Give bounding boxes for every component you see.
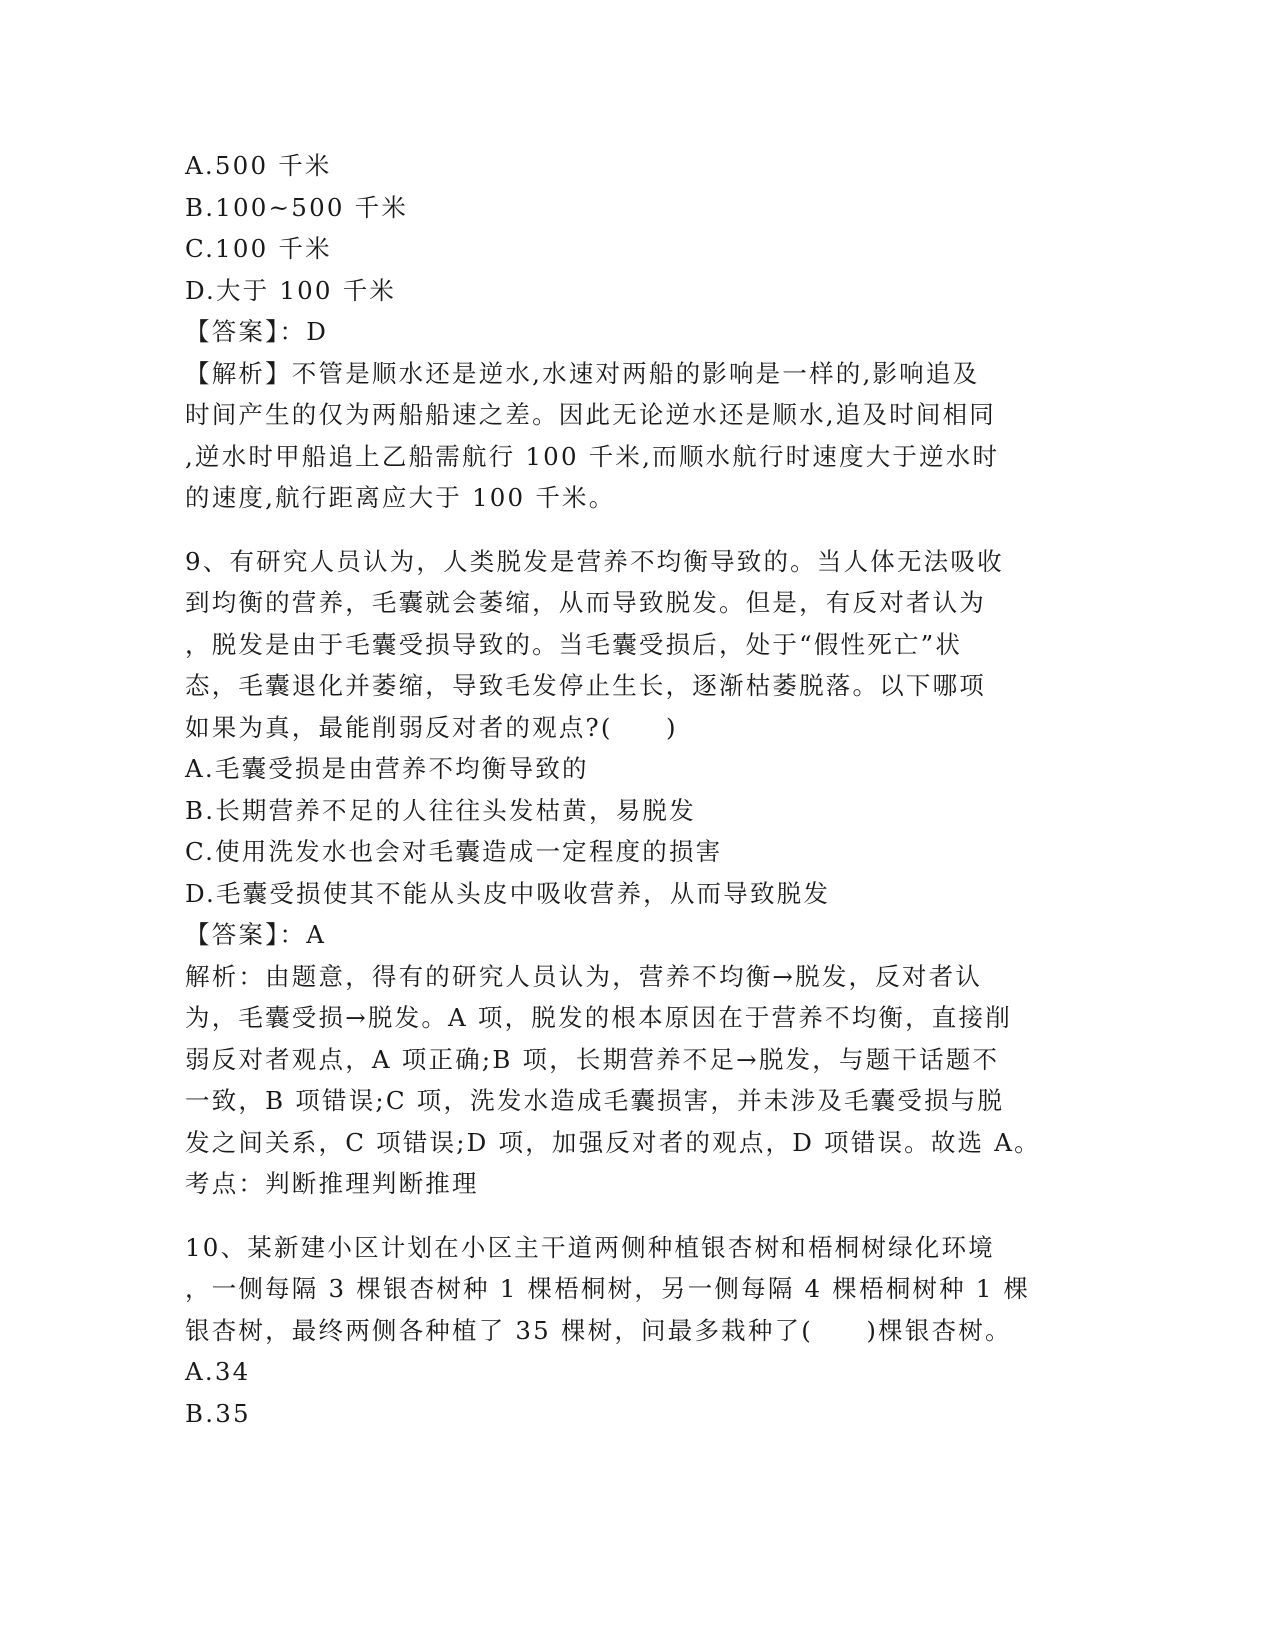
option-a: A.34 bbox=[185, 1357, 251, 1386]
answer-line: 【答案】：D bbox=[185, 317, 329, 346]
paragraph-gap bbox=[185, 1205, 1085, 1227]
question-text: ，一侧每隔 3 棵银杏树种 1 棵梧桐树，另一侧每隔 4 棵梧桐树种 1 棵 bbox=[185, 1274, 1031, 1303]
option-d: D.毛囊受损使其不能从头皮中吸收营养，从而导致脱发 bbox=[185, 878, 831, 908]
question-text: 9、有研究人员认为，人类脱发是营养不均衡导致的。当人体无法吸收 bbox=[185, 546, 1004, 576]
explanation-line: ,逆水时甲船追上乙船需航行 100 千米,而顺水航行时速度大于逆水时 bbox=[185, 441, 1000, 471]
option-a: A.毛囊受损是由营养不均衡导致的 bbox=[185, 754, 589, 783]
option-c: C.使用洗发水也会对毛囊造成一定程度的损害 bbox=[185, 837, 723, 866]
question-text: 如果为真，最能削弱反对者的观点?( ) bbox=[185, 712, 678, 742]
question-text: 10、某新建小区计划在小区主干道两侧种植银杏树和梧桐树绿化环境 bbox=[185, 1232, 995, 1262]
option-d: D.大于 100 千米 bbox=[185, 275, 397, 305]
answer-line: 【答案】：A bbox=[185, 920, 327, 949]
option-b: B.35 bbox=[185, 1398, 251, 1428]
question-text: 银杏树，最终两侧各种植了 35 棵树，问最多栽种了( )棵银杏树。 bbox=[185, 1315, 1012, 1345]
question-text: 到均衡的营养，毛囊就会萎缩，从而导致脱发。但是，有反对者认为 bbox=[185, 588, 986, 617]
option-c: C.100 千米 bbox=[185, 234, 332, 263]
explanation-line: 解析：由题意，得有的研究人员认为，营养不均衡→脱发，反对者认 bbox=[185, 961, 983, 991]
topic-line: 考点：判断推理判断推理 bbox=[185, 1169, 479, 1198]
explanation-line: 弱反对者观点，A 项正确;B 项，长期营养不足→脱发，与题干话题不 bbox=[185, 1044, 1000, 1074]
question-text: 态，毛囊退化并萎缩，导致毛发停止生长，逐渐枯萎脱落。以下哪项 bbox=[185, 671, 986, 700]
question-8-options-and-answer bbox=[185, 145, 1085, 519]
explanation-line: 发之间关系，C 项错误;D 项，加强反对者的观点，D 项错误。故选 A。 bbox=[185, 1127, 1041, 1157]
document-page bbox=[185, 145, 1085, 1434]
explanation-line: 为，毛囊受损→脱发。A 项，脱发的根本原因在于营养不均衡，直接削 bbox=[185, 1003, 1012, 1032]
question-text: ，脱发是由于毛囊受损导致的。当毛囊受损后，处于“假性死亡”状 bbox=[185, 629, 963, 659]
explanation-line: 【解析】不管是顺水还是逆水,水速对两船的影响是一样的,影响追及 bbox=[185, 358, 980, 388]
option-b: B.长期营养不足的人往往头发枯黄，易脱发 bbox=[185, 795, 696, 825]
paragraph-gap bbox=[185, 519, 1085, 541]
explanation-line: 时间产生的仅为两船船速之差。因此无论逆水还是顺水,追及时间相同 bbox=[185, 400, 996, 429]
explanation-line: 一致，B 项错误;C 项，洗发水造成毛囊损害，并未涉及毛囊受损与脱 bbox=[185, 1086, 1005, 1115]
option-b: B.100~500 千米 bbox=[185, 192, 409, 222]
question-10 bbox=[185, 1227, 1085, 1435]
option-a: A.500 千米 bbox=[185, 151, 332, 180]
explanation-line: 的速度,航行距离应大于 100 千米。 bbox=[185, 483, 616, 512]
question-9 bbox=[185, 541, 1085, 1205]
